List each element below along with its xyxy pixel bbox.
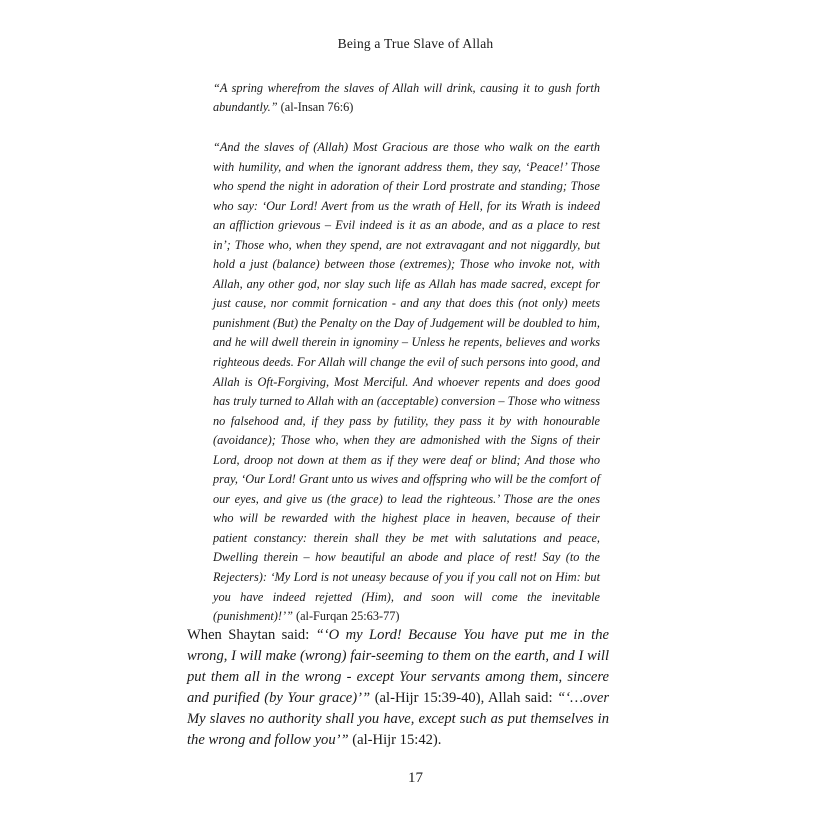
quote-citation: (al-Insan 76:6) [277, 100, 354, 114]
body-paragraph [187, 625, 609, 751]
running-head: Being a True Slave of Allah [337, 36, 494, 51]
body-citation-b: (al-Hijr 15:42). [348, 732, 442, 748]
body-quote-a: “‘O my Lord! Because You have put me in the wrong, I will make (wrong) fair-seeming to them on the earth, and I will put them all in the wrong - except Your servants among them, sincere and purified (by Your grace)’” [187, 627, 609, 706]
quran-quote-insan [213, 79, 600, 117]
body-quote-b: “‘…over My slaves no authority shall you have, except such as put themselves in the wrong and follow you’” [187, 690, 609, 748]
page-number: 17 [408, 770, 423, 786]
quote-text: “A spring wherefrom the slaves of Allah will drink, causing it to gush forth abundantly.” [213, 81, 600, 114]
body-intro: When Shaytan said: [187, 627, 316, 643]
quote-text: “And the slaves of (Allah) Most Gracious are those who walk on the earth with humility, and when the ignorant address them, they say, ‘Peace!’ Those who spend the night in adoration of their Lord prostrate and standing; Those who say: ‘Our Lord! Avert from us the wrath of Hell, for its Wrath is indeed an affliction grievous – Evil indeed is it as an abode, and as a place to rest in’; Those who, when they spend, are not extravagant and not niggardly, but hold a just (balance) between those (extremes); Those who invoke not, with Allah, any other god, nor slay such life as Allah has made sacred, except for just cause, nor commit fornication - and any that does this (not only) meets punishment (But) the Penalty on the Day of Judgement will be doubled to him, and he will dwell therein in ignominy – Unless he repents, believes and works righteous deeds. For Allah will change the evil of such persons into good, and Allah is Oft-Forgiving, Most Merciful. And whoever repents and does good has truly turned to Allah with an (acceptable) conversion – Those who witness no falsehood and, if they pass by futility, they pass it by with honourable (avoidance); Those who, when they are admonished with the Signs of their Lord, droop not down at them as if they were deaf or blind; And those who pray, ‘Our Lord! Grant unto us wives and offspring who will be the comfort of our eyes, and give us (the grace) to lead the righteous.’ Those are the ones who will be rewarded with the highest place in heaven, because of their patient constancy: therein shall they be met with salutations and peace, Dwelling therein – how beautiful an abode and place of rest! Say (to the Rejecters): ‘My Lord is not uneasy because of you if you call not on Him: but you have indeed rejetted (Him), and soon will come the inevitable (punishment)!’” [213, 140, 600, 624]
body-citation-a: (al-Hijr 15:39-40), Allah said: [370, 690, 558, 706]
quran-quote-furqan [213, 138, 600, 627]
quote-citation: (al-Furqan 25:63-77) [292, 609, 400, 624]
